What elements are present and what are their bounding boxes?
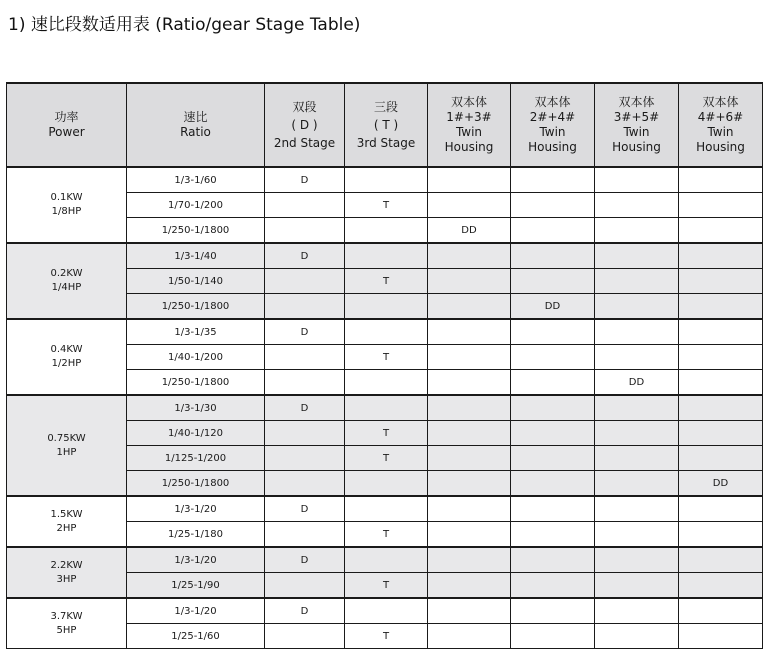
stage-cell <box>511 421 595 446</box>
power-group-0-75kw <box>7 395 763 496</box>
table-row <box>7 547 763 573</box>
stage-cell <box>595 421 679 446</box>
stage-cell <box>679 522 763 548</box>
power-cell: 0.75KW 1HP <box>7 395 127 496</box>
ratio-cell: 1/3-1/20 <box>127 598 265 624</box>
stage-cell <box>679 243 763 269</box>
stage-cell <box>595 547 679 573</box>
stage-cell <box>511 573 595 599</box>
stage-cell <box>595 294 679 320</box>
stage-cell <box>345 319 428 345</box>
stage-cell <box>595 624 679 649</box>
stage-cell <box>345 395 428 421</box>
stage-cell: D <box>265 496 345 522</box>
stage-cell <box>679 167 763 193</box>
ratio-cell: 1/25-1/90 <box>127 573 265 599</box>
stage-cell: D <box>265 598 345 624</box>
power-cell: 0.1KW 1/8HP <box>7 167 127 243</box>
ratio-cell: 1/40-1/120 <box>127 421 265 446</box>
header-row <box>7 83 763 167</box>
stage-cell: T <box>345 193 428 218</box>
stage-cell <box>679 598 763 624</box>
stage-cell <box>428 243 511 269</box>
ratio-cell: 1/3-1/20 <box>127 547 265 573</box>
table-row <box>7 319 763 345</box>
stage-cell <box>679 370 763 396</box>
stage-cell <box>265 624 345 649</box>
stage-cell <box>511 471 595 497</box>
stage-cell <box>595 218 679 244</box>
stage-cell <box>679 294 763 320</box>
stage-cell <box>595 573 679 599</box>
stage-cell: D <box>265 319 345 345</box>
stage-cell <box>511 167 595 193</box>
power-cell: 3.7KW 5HP <box>7 598 127 649</box>
stage-cell: DD <box>428 218 511 244</box>
header-double-stage: 双段 ( D ) 2nd Stage <box>265 83 345 167</box>
stage-cell <box>511 269 595 294</box>
stage-cell <box>428 522 511 548</box>
stage-cell <box>511 522 595 548</box>
ratio-cell: 1/70-1/200 <box>127 193 265 218</box>
header-twin-housing-4-6: 双本体 4#+6# Twin Housing <box>679 83 763 167</box>
stage-cell <box>265 446 345 471</box>
stage-cell <box>595 496 679 522</box>
table-row <box>7 243 763 269</box>
stage-cell <box>679 345 763 370</box>
ratio-stage-table <box>6 82 763 649</box>
stage-cell: D <box>265 395 345 421</box>
power-group-0-1kw <box>7 167 763 243</box>
stage-cell <box>428 345 511 370</box>
stage-cell <box>679 496 763 522</box>
stage-cell <box>265 345 345 370</box>
ratio-cell: 1/125-1/200 <box>127 446 265 471</box>
stage-cell <box>511 345 595 370</box>
stage-cell: DD <box>679 471 763 497</box>
ratio-cell: 1/250-1/1800 <box>127 471 265 497</box>
stage-cell <box>595 446 679 471</box>
stage-cell <box>345 218 428 244</box>
header-twin-housing-2-4: 双本体 2#+4# Twin Housing <box>511 83 595 167</box>
stage-cell <box>345 471 428 497</box>
stage-cell: T <box>345 446 428 471</box>
power-cell: 0.4KW 1/2HP <box>7 319 127 395</box>
stage-cell <box>428 547 511 573</box>
ratio-cell: 1/250-1/1800 <box>127 218 265 244</box>
stage-cell <box>679 218 763 244</box>
stage-cell <box>428 421 511 446</box>
ratio-cell: 1/3-1/30 <box>127 395 265 421</box>
stage-cell: T <box>345 573 428 599</box>
stage-cell <box>595 193 679 218</box>
ratio-cell: 1/25-1/60 <box>127 624 265 649</box>
header-triple-stage: 三段 ( T ) 3rd Stage <box>345 83 428 167</box>
table-row <box>7 496 763 522</box>
ratio-cell: 1/40-1/200 <box>127 345 265 370</box>
stage-cell <box>265 421 345 446</box>
stage-cell <box>511 370 595 396</box>
stage-cell <box>679 269 763 294</box>
stage-cell <box>428 395 511 421</box>
stage-cell <box>265 218 345 244</box>
stage-cell <box>265 269 345 294</box>
stage-cell <box>265 294 345 320</box>
stage-cell <box>595 269 679 294</box>
stage-cell <box>345 294 428 320</box>
stage-cell <box>595 522 679 548</box>
stage-cell <box>428 598 511 624</box>
stage-cell: D <box>265 243 345 269</box>
ratio-cell: 1/25-1/180 <box>127 522 265 548</box>
power-group-1-5kw <box>7 496 763 547</box>
ratio-cell: 1/250-1/1800 <box>127 294 265 320</box>
stage-cell <box>428 167 511 193</box>
table-row <box>7 598 763 624</box>
stage-cell <box>679 446 763 471</box>
stage-cell <box>679 319 763 345</box>
stage-cell <box>428 446 511 471</box>
stage-cell <box>679 193 763 218</box>
stage-cell <box>679 624 763 649</box>
stage-cell <box>345 370 428 396</box>
stage-cell <box>679 395 763 421</box>
stage-cell <box>511 319 595 345</box>
power-cell: 0.2KW 1/4HP <box>7 243 127 319</box>
stage-cell: T <box>345 269 428 294</box>
stage-cell <box>345 167 428 193</box>
stage-cell <box>345 496 428 522</box>
stage-cell <box>595 395 679 421</box>
power-cell: 1.5KW 2HP <box>7 496 127 547</box>
stage-cell: T <box>345 421 428 446</box>
stage-cell <box>679 421 763 446</box>
stage-cell <box>511 624 595 649</box>
stage-cell <box>679 547 763 573</box>
stage-cell: DD <box>595 370 679 396</box>
stage-cell <box>511 218 595 244</box>
stage-cell <box>428 294 511 320</box>
stage-cell <box>595 167 679 193</box>
power-cell: 2.2KW 3HP <box>7 547 127 598</box>
stage-cell <box>511 193 595 218</box>
stage-cell <box>428 496 511 522</box>
stage-cell: T <box>345 624 428 649</box>
stage-cell <box>511 243 595 269</box>
header-power: 功率 Power <box>7 83 127 167</box>
page-title: 1) 速比段数适用表 (Ratio/gear Stage Table) <box>8 15 361 35</box>
stage-cell <box>265 522 345 548</box>
stage-cell <box>428 193 511 218</box>
ratio-cell: 1/3-1/20 <box>127 496 265 522</box>
stage-cell <box>345 243 428 269</box>
stage-cell <box>428 370 511 396</box>
stage-cell: T <box>345 345 428 370</box>
header-ratio: 速比 Ratio <box>127 83 265 167</box>
stage-cell <box>595 243 679 269</box>
ratio-cell: 1/3-1/40 <box>127 243 265 269</box>
stage-cell <box>511 547 595 573</box>
stage-cell: D <box>265 167 345 193</box>
stage-cell <box>679 573 763 599</box>
header-twin-housing-1-3: 双本体 1#+3# Twin Housing <box>428 83 511 167</box>
stage-cell <box>428 471 511 497</box>
power-group-2-2kw <box>7 547 763 598</box>
stage-cell <box>595 471 679 497</box>
stage-cell <box>511 446 595 471</box>
header-twin-housing-3-5: 双本体 3#+5# Twin Housing <box>595 83 679 167</box>
stage-cell <box>345 547 428 573</box>
stage-cell <box>595 345 679 370</box>
stage-cell: T <box>345 522 428 548</box>
stage-cell <box>265 471 345 497</box>
power-group-0-2kw <box>7 243 763 319</box>
stage-cell <box>265 573 345 599</box>
stage-cell <box>511 598 595 624</box>
table-row <box>7 395 763 421</box>
stage-cell <box>428 573 511 599</box>
stage-cell <box>595 319 679 345</box>
ratio-cell: 1/3-1/60 <box>127 167 265 193</box>
ratio-cell: 1/50-1/140 <box>127 269 265 294</box>
stage-cell <box>511 395 595 421</box>
power-group-3-7kw <box>7 598 763 649</box>
table-row <box>7 167 763 193</box>
stage-cell <box>265 370 345 396</box>
stage-cell <box>428 624 511 649</box>
power-group-0-4kw <box>7 319 763 395</box>
ratio-cell: 1/3-1/35 <box>127 319 265 345</box>
stage-cell: DD <box>511 294 595 320</box>
stage-cell <box>345 598 428 624</box>
stage-cell <box>511 496 595 522</box>
stage-cell <box>595 598 679 624</box>
stage-cell <box>428 269 511 294</box>
stage-cell: D <box>265 547 345 573</box>
stage-cell <box>428 319 511 345</box>
stage-cell <box>265 193 345 218</box>
ratio-cell: 1/250-1/1800 <box>127 370 265 396</box>
